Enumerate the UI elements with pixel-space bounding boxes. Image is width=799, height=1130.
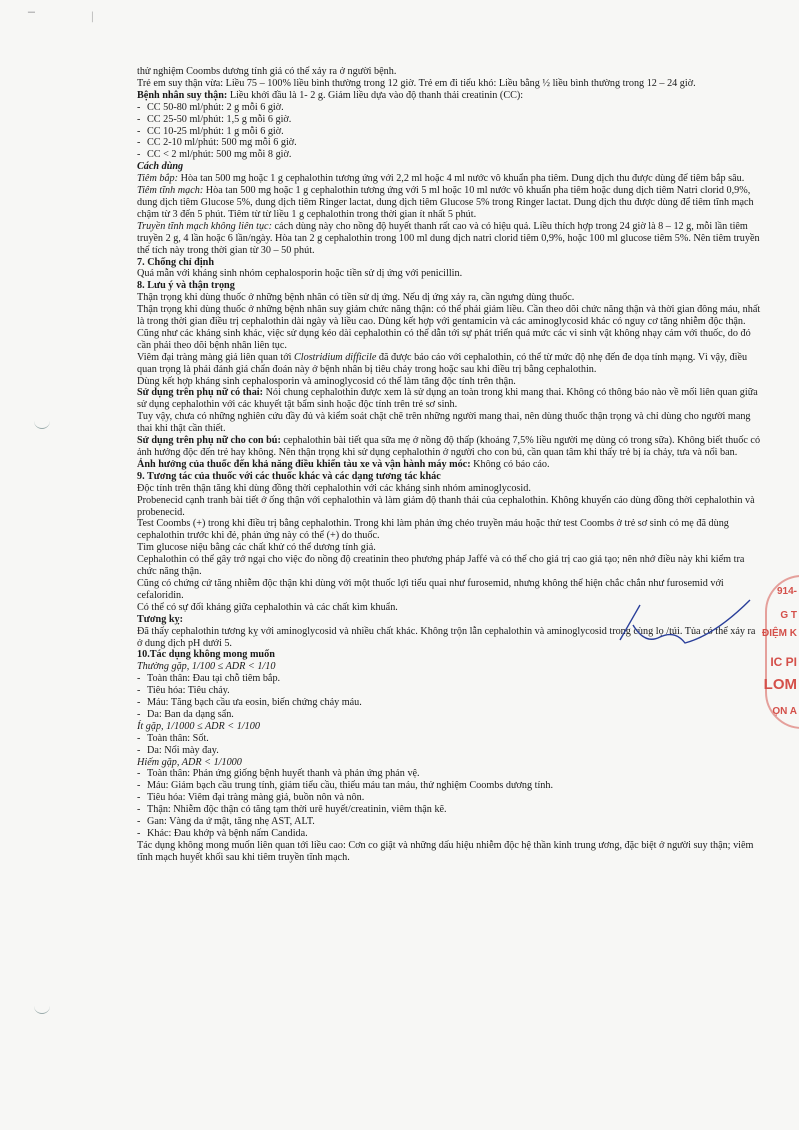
text-paragraph: Dùng kết hợp kháng sinh cephalosporin và aminoglycosid có thể làm tăng độc tính trên thận.: [137, 375, 516, 387]
list-item: - CC < 2 ml/phút: 500 mg mỗi 8 giờ.: [137, 149, 763, 161]
text-paragraph: [137, 435, 763, 459]
scan-mark: ▏: [92, 12, 99, 22]
text-truyen: cách dùng này cho nồng độ huyết thanh rất cao và có hiệu quả. Liều thích hợp trong 24 giờ là 8 – 12 g, mỗi lần tiêm truyền 2 g, 4 lần hoặc 6 lần/ngày. Hòa tan 2 g cephalothin trong 100 ml dung dịch natri clorid tiêm 0,9%, hoặc 100 ml glucose tiêm 5%. Nên tiêm truyền thể tích này trong thời gian từ 30 – 50 phút.: [137, 220, 760, 256]
stamp-fragment: 914-: [776, 586, 797, 597]
list-item: - Gan: Vàng da ứ mật, tăng nhẹ AST, ALT.: [137, 816, 763, 828]
text-tiem-tinh-mach: Hòa tan 500 mg hoặc 1 g cephalothin tương ứng với 5 ml hoặc 10 ml nước vô khuẩn pha tiêm hoặc dung dịch tiêm Natri clorid 0,9%, dung dịch tiêm Glucose 5%, dung dịch tiêm Ringer lactat, dung dịch tiêm Glucose 5% trong Ringer lactat. Dung dịch thu được dùng để tiêm tĩnh mạch chậm từ 3 đến 5 phút. Tiêm từ từ liều 1 g cephalothin trong thời gian ít nhất 5 phút.: [137, 185, 754, 220]
list-item: - Tiêu hóa: Viêm đại tràng màng giả, buồn nôn và nôn.: [137, 792, 763, 804]
section-heading-8: 8. Lưu ý và thận trọng: [137, 280, 235, 292]
list-item: - Máu: Tăng bạch cầu ưa eosin, biến chứng chảy máu.: [137, 697, 763, 709]
list-item: - Toàn thân: Phản ứng giống bệnh huyết thanh và phản ứng phản vệ.: [137, 768, 763, 780]
text-paragraph: Test Coombs (+) trong khi điều trị bằng cephalothin. Trong khi làm phản ứng chéo truyền máu hoặc thử test Coombs ở trẻ sơ sinh có mẹ đã dùng cephalothin trước khi đẻ, phản ứng này có thể (+) do thuốc.: [137, 518, 729, 542]
list-item: - CC 25-50 ml/phút: 1,5 g mỗi 6 giờ.: [137, 114, 763, 126]
text-paragraph: [137, 185, 763, 221]
text-paragraph: Đã thấy cephalothin tương kỵ với aminoglycosid và nhiều chất khác. Không trộn lẫn cephalothin và aminoglycosid trong cùng lọ /túi. Tủa có thể xảy ra ở dung dịch pH dưới 5.: [137, 625, 756, 649]
text-paragraph: Tìm glucose niệu bằng các chất khử có thể dương tính giả.: [137, 542, 376, 554]
text-paragraph: Có thể có sự đối kháng giữa cephalothin và các chất kìm khuẩn.: [137, 601, 398, 613]
text-span: đã được báo cáo với cephalothin, có thể từ mức độ nhẹ đến đe dọa tính mạng. Vì vậy, điều quan trọng là phải đánh giá chẩn đoán này ở bệnh nhân bị tiêu chảy trong hoặc sau khi điều trị bằng cephalothin.: [137, 351, 748, 375]
renal-label: Bệnh nhân suy thận:: [137, 89, 228, 101]
renal-paragraph: [137, 90, 763, 102]
list-item: - CC 10-25 ml/phút: 1 g mỗi 6 giờ.: [137, 126, 763, 138]
label-driving: Ảnh hưởng của thuốc đến khả năng điều khiển tàu xe và vận hành máy móc:: [137, 458, 471, 470]
text-paragraph: [137, 221, 763, 257]
text-span: Viêm đại tràng màng giả liên quan tới: [137, 351, 294, 363]
stamp-fragment: IC PI: [770, 655, 797, 669]
handwritten-signature: [615, 595, 755, 665]
label-pregnancy: Sử dụng trên phụ nữ có thai:: [137, 387, 264, 399]
punch-hole-mark: [34, 1003, 50, 1014]
text-paragraph: Cephalothin có thể gây trở ngại cho việc đo nồng độ creatinin theo phương pháp Jaffé và có thể cho giá trị cao giả tạo; nên nhớ điều này khi kiểm tra chức năng thận.: [137, 554, 745, 578]
subheading-tuong-ky: Tương kỵ:: [137, 613, 184, 625]
text-paragraph: Probenecid cạnh tranh bài tiết ở ống thận với cephalothin và làm giảm độ thanh thải của cephalothin. Không khuyến cáo dùng đồng thời cephalothin và probenecid.: [137, 494, 755, 518]
punch-hole-mark: [34, 418, 50, 429]
frequency-label-common: Thường gặp, 1/100 ≤ ADR < 1/10: [137, 661, 276, 673]
text-paragraph: [137, 173, 763, 185]
subheading-cach-dung: Cách dùng: [137, 161, 184, 173]
text-paragraph: Cũng như các kháng sinh khác, việc sử dụng kéo dài cephalothin có thể dẫn tới sự phát triển quá mức các vi sinh vật không nhạy cảm với thuốc, do đó cần phải theo dõi bệnh nhân liên tục.: [137, 327, 751, 351]
list-item: - Toàn thân: Đau tại chỗ tiêm bắp.: [137, 673, 763, 685]
text-tiem-bap: Hòa tan 500 mg hoặc 1 g cephalothin tương ứng với 2,2 ml hoặc 4 ml nước vô khuẩn pha tiêm. Dung dịch thu được dùng để tiêm bắp sâu.: [178, 173, 745, 185]
frequency-label-uncommon: Ít gặp, 1/1000 ≤ ADR < 1/100: [137, 720, 260, 732]
stamp-fragment: ĐIỆM K: [762, 628, 797, 639]
label-truyen: Truyền tĩnh mạch không liên tục:: [137, 220, 272, 232]
text-paragraph: Quá mẫn với kháng sinh nhóm cephalosporin hoặc tiền sử dị ứng với penicillin.: [137, 268, 463, 280]
text-paragraph: Độc tính trên thận tăng khi dùng đồng thời cephalothin với các kháng sinh nhóm aminoglycosid.: [137, 482, 531, 494]
text-paragraph: Tuy vậy, chưa có những nghiên cứu đầy đủ và kiểm soát chặt chẽ trên những người mang thai, nên dùng thuốc thận trọng và chỉ dùng cho người mang thai khi thật cần thiết.: [137, 411, 751, 435]
text-paragraph: Cũng có chứng cứ tăng nhiễm độc thận khi dùng với một thuốc lợi tiểu quai như furosemid, nhưng không thể hiện chắc chắn như furosemid với cefaloridin.: [137, 577, 724, 601]
document-body: [137, 66, 763, 864]
text-paragraph: [137, 387, 763, 411]
list-item: - Toàn thân: Sốt.: [137, 733, 763, 745]
text-breastfeeding: cephalothin bài tiết qua sữa mẹ ở nồng độ thấp (khoảng 7,5% liều người mẹ dùng có trong sữa). Không biết thuốc có ảnh hưởng độc đến trẻ hay không. Nên thận trọng khi sử dụng cephalothin ở người cho con bú, cần quan tâm khi thấy trẻ bị ỉa chảy, tưa và nổi ban.: [137, 435, 761, 458]
label-tiem-bap: Tiêm bắp:: [137, 173, 179, 185]
text-pregnancy: Nói chung cephalothin được xem là sử dụng an toàn trong khi mang thai. Không có thông báo nào về mối liên quan giữa sử dụng cephalothin với các khuyết tật bẩm sinh hoặc độc tính trên trẻ sơ sinh.: [137, 387, 758, 411]
text-paragraph: [137, 459, 763, 471]
label-tiem-tinh-mach: Tiêm tĩnh mạch:: [137, 185, 204, 197]
section-heading-9: 9. Tương tác của thuốc với các thuốc khác và các dạng tương tác khác: [137, 470, 441, 482]
text-paragraph: Thận trọng khi dùng thuốc ở những bệnh nhân có tiền sử dị ứng. Nếu dị ứng xảy ra, cần ngưng dùng thuốc.: [137, 292, 575, 304]
list-item: - Tiêu hóa: Tiêu chảy.: [137, 685, 763, 697]
list-item: - Thận: Nhiễm độc thận có tăng tạm thời urê huyết/creatinin, viêm thận kẽ.: [137, 804, 763, 816]
text-paragraph: [137, 352, 763, 376]
stamp-fragment: ỌN A: [772, 706, 797, 717]
text-line: thử nghiệm Coombs dương tính giả có thể xảy ra ở người bệnh.: [137, 66, 397, 77]
text-paragraph: Tác dụng không mong muốn liên quan tới liều cao: Cơn co giật và những dấu hiệu nhiễm độc hệ thần kinh trung ương, đặc biệt ở người suy thận; viêm tĩnh mạch huyết khối sau khi tiêm truyền tĩnh mạch.: [137, 839, 754, 863]
list-item: - Da: Nổi mày đay.: [137, 745, 763, 757]
frequency-label-rare: Hiếm gặp, ADR < 1/1000: [137, 756, 242, 768]
text-paragraph: Thận trọng khi dùng thuốc ở những bệnh nhân suy giảm chức năng thận: có thể phải giảm liều. Cần theo dõi chức năng thận và thời gian đông máu, nhất là trong thời gian điều trị cephalothin dài ngày và liều cao. Dùng kết hợp với gentamicin và các aminoglycosid khác có nguy cơ tăng nhiễm độc thận.: [137, 304, 761, 328]
list-item: - Khác: Đau khớp và bệnh nấm Candida.: [137, 828, 763, 840]
section-heading-10: 10.Tác dụng không mong muốn: [137, 649, 275, 661]
label-breastfeeding: Sử dụng trên phụ nữ cho con bú:: [137, 435, 281, 447]
text-driving: Không có báo cáo.: [470, 458, 550, 470]
section-heading-7: 7. Chống chỉ định: [137, 256, 215, 268]
text-italic-organism: Clostridium difficile: [293, 351, 377, 363]
list-item: - Máu: Giảm bạch cầu trung tính, giảm tiểu cầu, thiếu máu tan máu, thử nghiệm Coombs dương tính.: [137, 780, 763, 792]
list-item: - CC 2-10 ml/phút: 500 mg mỗi 6 giờ.: [137, 137, 763, 149]
text-paragraph: Trẻ em suy thận vừa: Liều 75 – 100% liều bình thường trong 12 giờ. Trẻ em đi tiểu khó: Liều bằng ½ liều bình thường trong 12 – 24 giờ.: [137, 77, 696, 89]
renal-text: Liều khởi đầu là 1- 2 g. Giảm liều dựa vào độ thanh thải creatinin (CC):: [227, 89, 524, 101]
list-item: - CC 50-80 ml/phút: 2 g mỗi 6 giờ.: [137, 102, 763, 114]
stamp-fragment: LOM: [763, 676, 797, 693]
scan-mark: ▔: [28, 12, 35, 22]
list-item: - Da: Ban da dạng sẩn.: [137, 709, 763, 721]
stamp-fragment: G T: [780, 610, 797, 621]
